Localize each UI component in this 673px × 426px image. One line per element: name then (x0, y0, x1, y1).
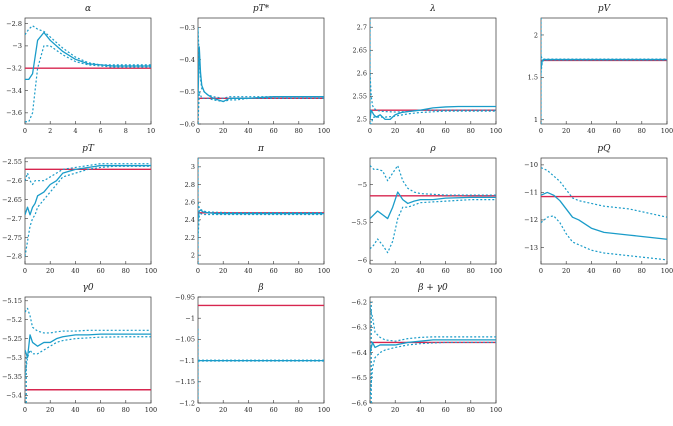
y-tick-label: −1.05 (175, 335, 195, 344)
subplot-title: γ0 (82, 283, 94, 293)
x-tick-label: 0 (22, 267, 28, 275)
x-tick-label: 0 (367, 127, 373, 135)
x-tick-label: 40 (71, 267, 80, 275)
subplot-title: pT (82, 144, 94, 154)
x-tick-label: 20 (219, 406, 228, 414)
plot-area (370, 18, 496, 124)
subplot-10 (351, 283, 502, 414)
x-tick-label: 60 (269, 127, 278, 135)
band-upper-line (541, 56, 667, 59)
subplot-title: λ (430, 4, 436, 14)
x-tick-label: 40 (416, 267, 425, 275)
x-tick-label: 80 (466, 267, 475, 275)
x-tick-label: 40 (244, 406, 253, 414)
x-tick-label: 20 (391, 267, 400, 275)
y-tick-label: −6.5 (351, 374, 367, 383)
y-tick-label: −2.7 (6, 214, 22, 223)
y-tick-label: 2 (533, 31, 538, 40)
x-tick-label: 0 (538, 267, 544, 275)
x-tick-label: 60 (612, 127, 621, 135)
y-tick-label: −5.15 (2, 297, 22, 306)
estimate-line (541, 192, 667, 239)
x-tick-label: 40 (71, 406, 80, 414)
band-upper-line (198, 28, 324, 99)
x-tick-label: 40 (244, 267, 253, 275)
y-tick-label: 3 (190, 163, 195, 172)
x-tick-label: 40 (416, 127, 425, 135)
x-tick-label: 0 (367, 267, 373, 275)
y-tick-label: 1.5 (527, 73, 538, 82)
x-tick-label: 0 (367, 406, 373, 414)
x-tick-label: 2 (48, 127, 53, 135)
y-tick-label: −3.4 (6, 86, 22, 95)
y-tick-label: −1 (185, 314, 195, 323)
axes-frame (198, 297, 324, 403)
y-tick-label: 2.7 (356, 23, 367, 32)
x-tick-label: 100 (489, 267, 503, 275)
y-tick-label: −1.1 (179, 356, 195, 365)
y-tick-label: −0.3 (179, 23, 195, 32)
subplot-title: ρ (430, 144, 436, 154)
axes-frame (198, 18, 324, 124)
band-upper-line (370, 307, 496, 341)
x-tick-label: 80 (294, 267, 303, 275)
subplot-title: π (258, 144, 264, 154)
y-tick-label: −5 (357, 180, 367, 189)
plot-area (198, 158, 324, 264)
plot-area (541, 18, 667, 124)
y-tick-label: −11 (524, 188, 538, 197)
y-tick-label: 2.6 (356, 69, 367, 78)
x-tick-label: 0 (22, 406, 28, 414)
x-tick-label: 60 (441, 127, 450, 135)
x-tick-label: 100 (317, 267, 331, 275)
axes-frame (25, 158, 151, 264)
estimate-line (370, 106, 496, 119)
x-tick-label: 40 (244, 127, 253, 135)
subplot-title: β (258, 283, 264, 293)
plot-area (198, 305, 324, 398)
x-tick-label: 100 (489, 406, 503, 414)
subplot-4 (2, 144, 157, 275)
y-tick-label: −3.2 (6, 64, 22, 73)
plot-area (541, 168, 667, 260)
x-tick-label: 80 (637, 127, 646, 135)
y-tick-label: −2.75 (2, 233, 22, 242)
y-tick-label: 2.5 (356, 115, 367, 124)
y-tick-label: −2.8 (6, 252, 22, 261)
subplot-1 (179, 4, 330, 135)
estimate-line (25, 334, 151, 357)
x-tick-label: 100 (660, 127, 673, 135)
band-upper-line (541, 168, 667, 218)
x-tick-label: 80 (466, 406, 475, 414)
y-tick-label: −5.4 (6, 391, 22, 400)
axes-frame (198, 158, 324, 264)
x-tick-label: 8 (123, 127, 128, 135)
subplot-0 (6, 4, 155, 135)
plot-area (25, 26, 151, 122)
y-tick-label: −6.6 (351, 399, 367, 408)
subplot-3 (528, 4, 673, 135)
x-tick-label: 80 (466, 127, 475, 135)
y-tick-label: 2.55 (352, 92, 367, 101)
x-tick-label: 40 (587, 267, 596, 275)
band-lower-line (25, 46, 151, 122)
x-tick-label: 20 (562, 127, 571, 135)
x-tick-label: 0 (22, 127, 28, 135)
x-tick-label: 0 (195, 267, 201, 275)
x-tick-label: 80 (637, 267, 646, 275)
x-tick-label: 80 (294, 127, 303, 135)
y-tick-label: −2.65 (2, 195, 22, 204)
band-lower-line (541, 216, 667, 260)
y-tick-label: −0.95 (175, 293, 195, 302)
x-tick-label: 60 (441, 267, 450, 275)
x-tick-label: 100 (144, 406, 158, 414)
band-lower-line (25, 166, 151, 256)
x-tick-label: 40 (416, 406, 425, 414)
plot-area (370, 302, 496, 403)
y-tick-label: −0.5 (179, 88, 195, 97)
y-tick-label: −3 (12, 42, 22, 51)
band-lower-line (370, 111, 496, 124)
y-tick-label: 2 (190, 251, 195, 260)
x-tick-label: 6 (98, 127, 103, 135)
band-upper-line (370, 166, 496, 196)
subplot-2 (353, 4, 503, 135)
x-tick-label: 60 (441, 406, 450, 414)
subplot-5 (185, 144, 331, 275)
y-tick-label: 2.6 (184, 198, 195, 207)
x-tick-label: 20 (46, 267, 55, 275)
y-tick-label: 2.4 (184, 216, 195, 225)
y-tick-label: 2.8 (184, 180, 195, 189)
y-tick-label: −5.3 (6, 353, 22, 362)
subplot-7 (524, 144, 673, 275)
estimate-line (25, 166, 151, 215)
y-tick-label: 2.2 (184, 233, 195, 242)
x-tick-label: 20 (46, 406, 55, 414)
y-tick-label: 2.65 (352, 46, 367, 55)
x-tick-label: 20 (219, 127, 228, 135)
subplot-6 (351, 144, 502, 275)
y-tick-label: −5.25 (2, 334, 22, 343)
y-tick-label: −13 (524, 243, 538, 252)
plot-area (198, 28, 324, 124)
y-tick-label: −1.15 (175, 378, 195, 387)
y-tick-label: −3.6 (6, 109, 22, 118)
x-tick-label: 20 (391, 127, 400, 135)
y-tick-label: −6 (357, 256, 367, 265)
y-tick-label: −6.2 (351, 298, 367, 307)
x-tick-label: 100 (317, 127, 331, 135)
x-tick-label: 100 (489, 127, 503, 135)
y-tick-label: −2.55 (2, 158, 22, 167)
y-tick-label: 1 (533, 116, 538, 125)
x-tick-label: 80 (121, 406, 130, 414)
band-upper-line (25, 308, 151, 333)
y-tick-label: −0.6 (179, 120, 195, 129)
subplot-8 (2, 283, 157, 414)
subplot-9 (175, 283, 330, 414)
plot-area (25, 308, 151, 403)
y-tick-label: −2.8 (6, 19, 22, 28)
y-tick-label: −0.4 (179, 56, 195, 65)
plot-area (25, 164, 151, 257)
y-tick-label: −10 (524, 161, 538, 170)
x-tick-label: 80 (294, 406, 303, 414)
axes-frame (370, 297, 496, 403)
band-lower-line (370, 200, 496, 253)
plot-area (370, 166, 496, 253)
estimate-line (198, 47, 324, 102)
band-upper-line (198, 202, 324, 213)
x-tick-label: 60 (96, 267, 105, 275)
axes-frame (370, 158, 496, 264)
x-tick-label: 20 (391, 406, 400, 414)
subplot-title: α (84, 4, 92, 14)
x-tick-label: 10 (146, 127, 156, 135)
x-tick-label: 20 (219, 267, 228, 275)
y-tick-label: −1.2 (179, 399, 195, 408)
axes-frame (25, 18, 151, 124)
band-lower-line (541, 60, 667, 73)
x-tick-label: 100 (317, 406, 331, 414)
y-tick-label: −5.5 (351, 218, 367, 227)
y-tick-label: −6.3 (351, 323, 367, 332)
band-lower-line (198, 214, 324, 238)
x-tick-label: 0 (195, 127, 201, 135)
x-tick-label: 0 (538, 127, 544, 135)
x-tick-label: 100 (660, 267, 673, 275)
axes-frame (541, 158, 667, 264)
subplot-title: pT* (252, 4, 270, 14)
y-tick-label: −5.35 (2, 372, 22, 381)
y-tick-label: −5.2 (6, 316, 22, 325)
y-tick-label: −12 (524, 216, 538, 225)
y-tick-label: −6.4 (351, 348, 367, 357)
x-tick-label: 4 (73, 127, 78, 135)
x-tick-label: 0 (195, 406, 201, 414)
x-tick-label: 100 (144, 267, 158, 275)
x-tick-label: 60 (612, 267, 621, 275)
x-tick-label: 40 (587, 127, 596, 135)
band-lower-line (370, 342, 496, 398)
x-tick-label: 20 (562, 267, 571, 275)
y-tick-label: −2.6 (6, 177, 22, 186)
x-tick-label: 60 (96, 406, 105, 414)
x-tick-label: 80 (121, 267, 130, 275)
axes-frame (541, 18, 667, 124)
x-tick-label: 60 (269, 267, 278, 275)
subplot-title: pQ (597, 144, 611, 154)
subplot-title: β + γ0 (418, 283, 448, 293)
estimate-line (25, 33, 151, 80)
x-tick-label: 60 (269, 406, 278, 414)
subplot-title: pV (597, 4, 611, 14)
